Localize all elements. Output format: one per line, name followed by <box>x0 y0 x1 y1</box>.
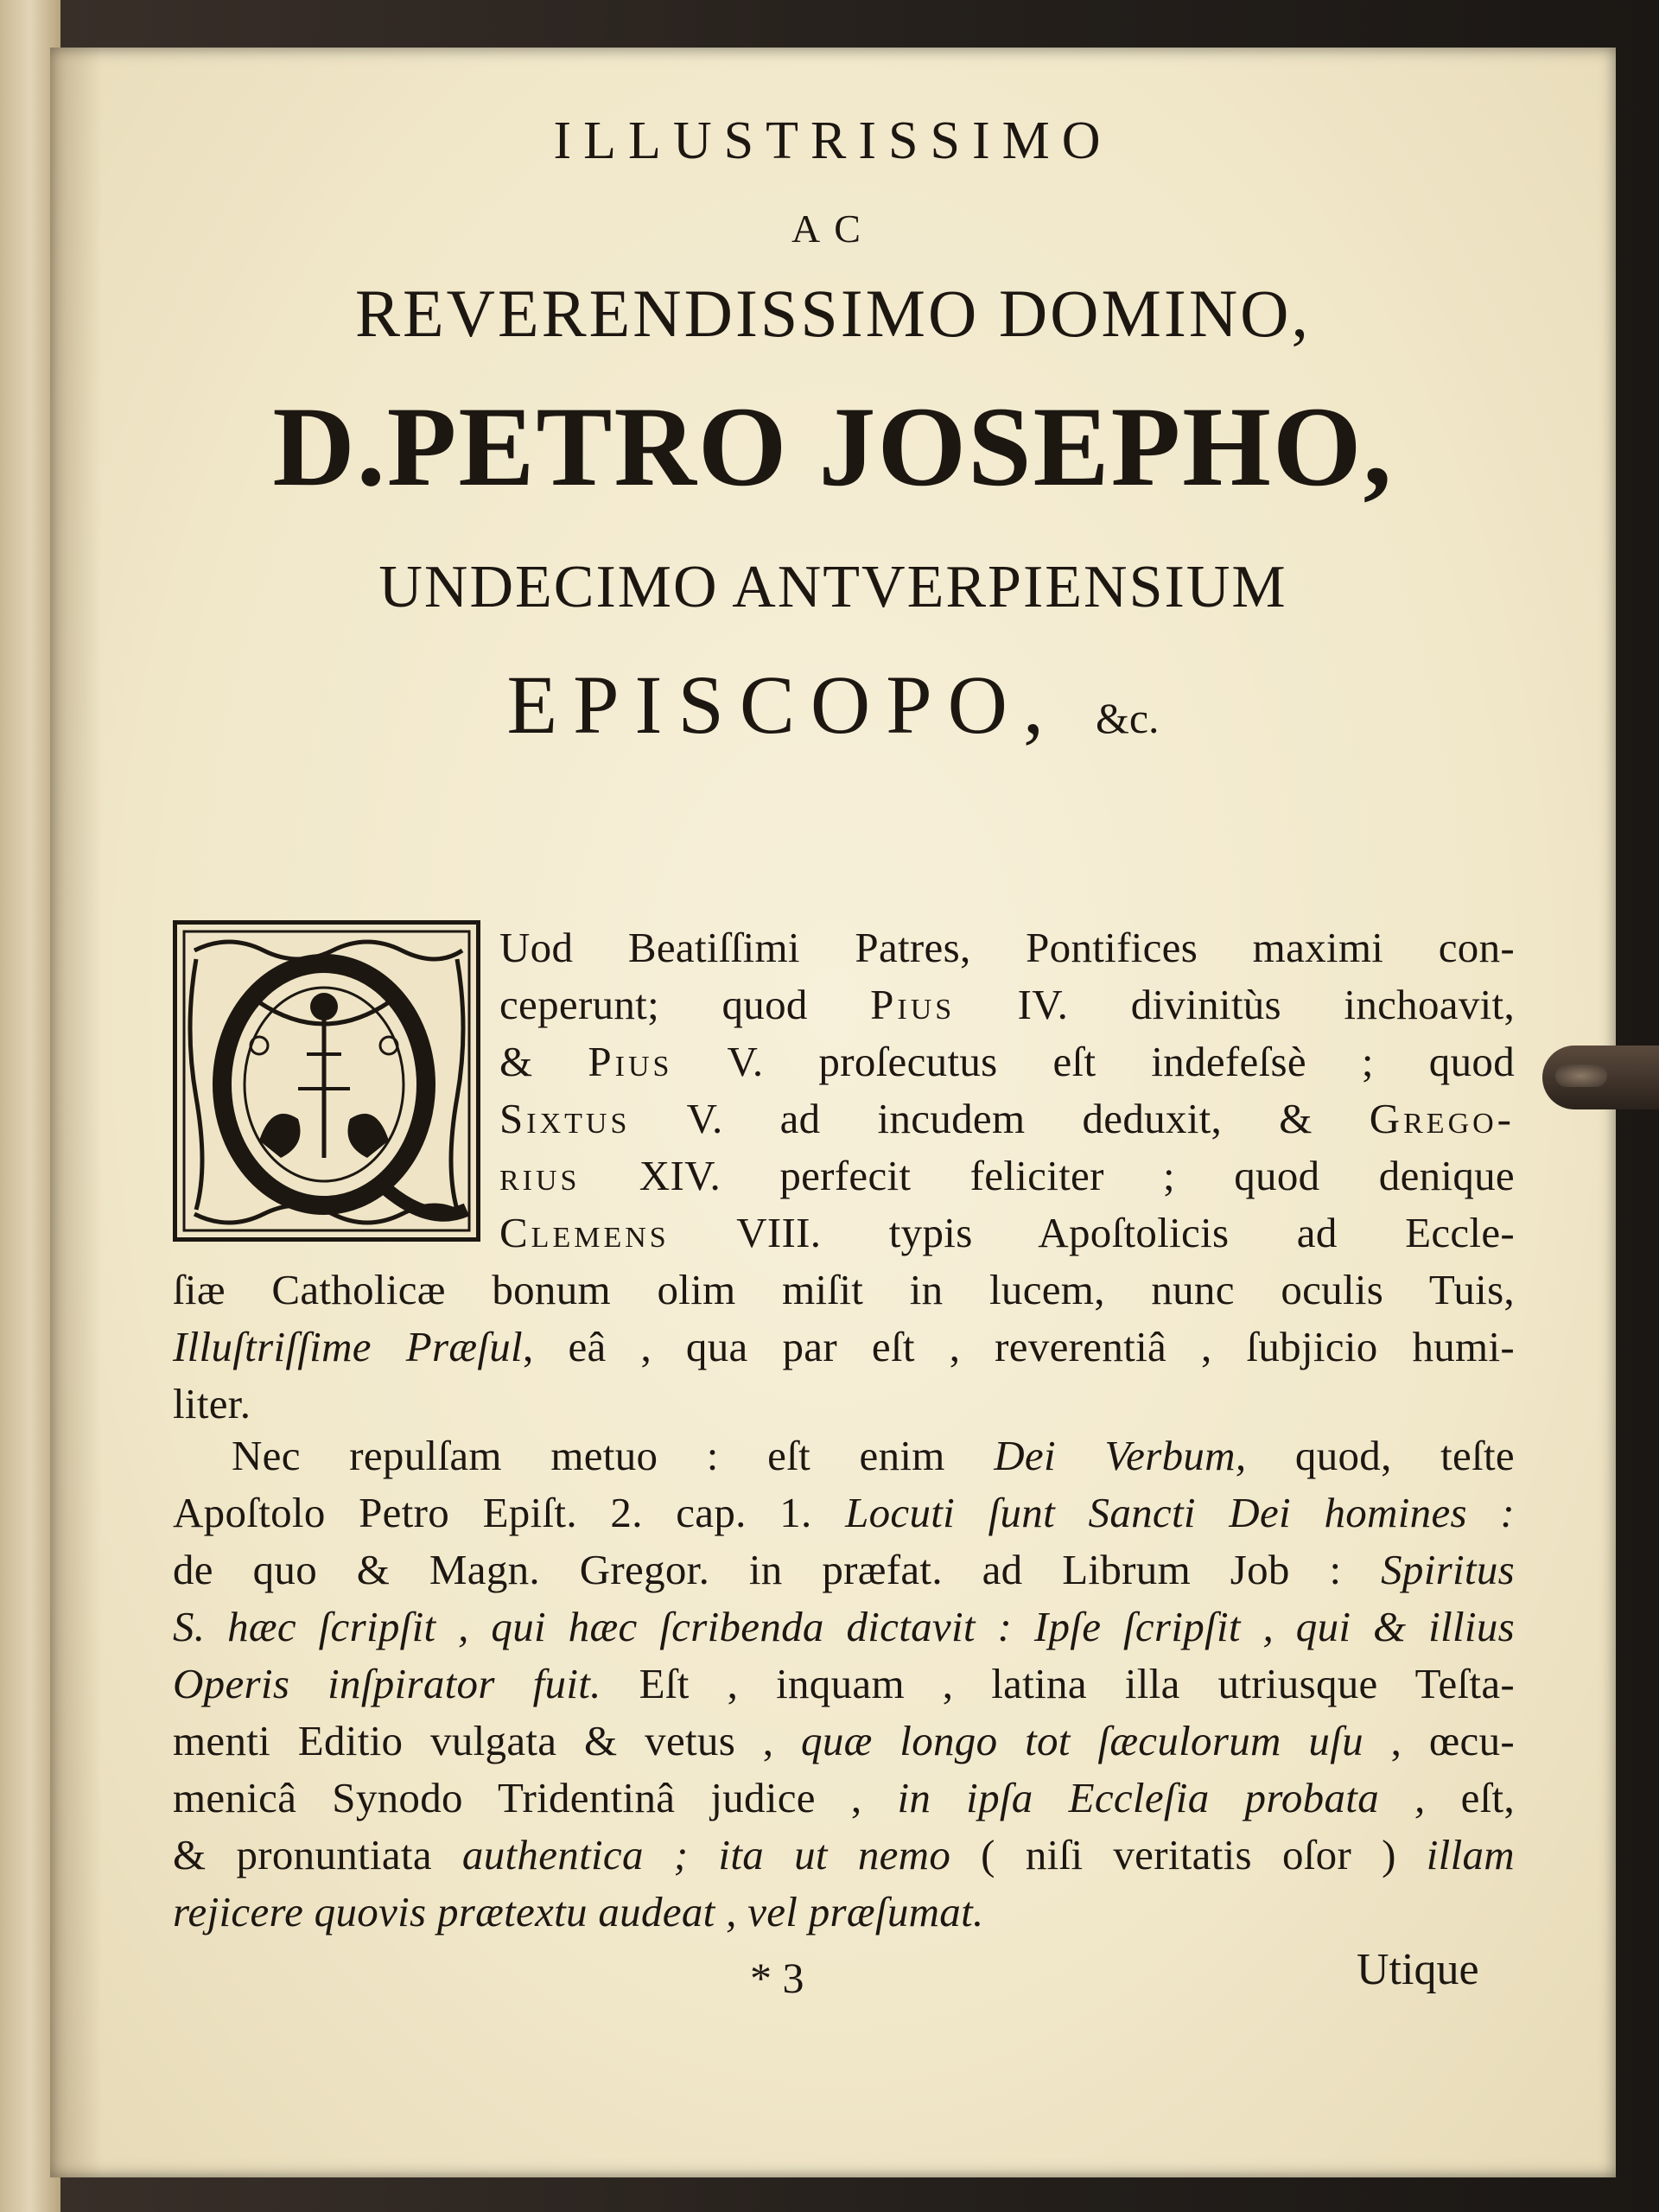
paragraph-1-line-1 <box>499 923 1515 972</box>
italic-run: Illuſtriſſime Præſul <box>173 1323 523 1370</box>
paragraph-2-line-9 <box>173 1887 1382 1936</box>
paragraph-2-line-1 <box>232 1431 1515 1480</box>
text-run: XIV. perfecit feliciter ; quod denique <box>580 1152 1515 1199</box>
text-run: quod, teſte <box>1246 1432 1515 1479</box>
paragraph-2-line-3 <box>173 1545 1515 1594</box>
text-run: Eſt , inquam , latina illa utriusque Teſta- <box>601 1660 1515 1707</box>
paragraph-1-line-4 <box>499 1094 1515 1143</box>
italic-run: Operis inſpirator fuit. <box>173 1660 601 1707</box>
paragraph-2-line-4 <box>173 1602 1515 1651</box>
text-run: ceperunt; quod <box>499 981 871 1028</box>
small-caps-run: rius <box>499 1152 581 1199</box>
paragraph-1-line-6 <box>499 1208 1515 1257</box>
heading-line-5: UNDECIMO ANTVERPIENSIUM <box>378 554 1287 620</box>
paragraph-1-line-9 <box>173 1379 518 1428</box>
text-run: menicâ Synodo Tridentinâ judice , <box>173 1774 898 1821</box>
text-run: V. proſecutus eſt indefeſsè ; quod <box>672 1038 1515 1085</box>
heading-name: D.PETRO JOSEPHO, <box>272 383 1394 510</box>
heading-episcopo: EPISCOPO, <box>506 658 1059 751</box>
paragraph-2-line-6 <box>173 1716 1515 1765</box>
small-caps-run: Sixtus <box>499 1095 631 1142</box>
small-caps-run: Pius <box>870 981 956 1028</box>
paragraph-1-line-7 <box>173 1265 1515 1314</box>
decorated-initial-q-icon <box>173 920 480 1242</box>
heading-line-6 <box>50 657 1616 753</box>
text-run: V. ad incudem deduxit, & <box>630 1095 1370 1142</box>
italic-run: Dei Verbum, <box>994 1432 1247 1479</box>
catchword: Utique <box>1357 1945 1479 1994</box>
paragraph-2-line-8 <box>173 1830 1515 1879</box>
italic-run: illam <box>1426 1831 1515 1878</box>
text-run: ſiæ Catholicæ bonum olim miſit in lucem, nunc oculis Tuis, <box>173 1266 1515 1313</box>
text-run: & <box>499 1038 588 1085</box>
italic-run: authentica ; ita ut nemo <box>461 1831 951 1878</box>
paragraph-2-line-5 <box>173 1659 1515 1708</box>
text-run: liter. <box>173 1380 251 1427</box>
gutter-shadow <box>50 48 102 2177</box>
small-caps-run: Clemens <box>499 1209 670 1256</box>
small-caps-run: Grego- <box>1369 1095 1515 1142</box>
italic-run: quæ longo tot ſæculorum uſu <box>801 1717 1363 1764</box>
text-run: Uod Beatiſſimi Patres, Pontifices maximi con- <box>499 924 1515 971</box>
heading-line-1: ILLUSTRISSIMO <box>553 111 1113 170</box>
text-run: de quo & Magn. Gregor. in præfat. ad Librum Job : <box>173 1546 1382 1593</box>
small-caps-run: Pius <box>588 1038 673 1085</box>
heading-line-3: REVERENDISSIMO DOMINO, <box>354 276 1311 351</box>
heading-etc: &c. <box>1095 694 1160 742</box>
paragraph-2-line-2 <box>173 1488 1515 1537</box>
paragraph-2-line-7 <box>173 1773 1515 1822</box>
text-run: menti Editio vulgata & vetus , <box>173 1717 802 1764</box>
text-run: , œcu- <box>1363 1717 1515 1764</box>
paragraph-1-line-5 <box>499 1151 1515 1200</box>
italic-run: rejicere quovis prætextu audeat , vel præſumat. <box>173 1888 984 1936</box>
italic-run: Locuti ſunt Sancti Dei homines : <box>845 1489 1515 1536</box>
text-run: eſt, <box>1425 1774 1515 1821</box>
italic-run: S. hæc ſcripſit , qui hæc ſcribenda dictavit : Ipſe ſcripſit , qui & illius <box>173 1603 1515 1650</box>
text-run: ( niſi veritatis oſor ) <box>950 1831 1427 1878</box>
text-run: IV. divinitùs inchoavit, <box>955 981 1515 1028</box>
paragraph-1-line-3 <box>499 1037 1515 1086</box>
heading-line-2: AC <box>791 207 874 251</box>
text-run: & pronuntiata <box>173 1831 462 1878</box>
page-clip-hole <box>1555 1065 1607 1087</box>
text-run: Nec repulſam metuo : eſt enim <box>232 1432 995 1479</box>
italic-run: in ipſa Eccleſia probata , <box>897 1774 1426 1821</box>
text-run: VIII. typis Apoſtolicis ad Eccle- <box>669 1209 1515 1256</box>
text-run: , eâ , qua par eſt , reverentiâ , ſubjicio humi- <box>522 1323 1515 1370</box>
italic-run: Spiritus <box>1381 1546 1515 1593</box>
paragraph-1-line-2 <box>499 980 1515 1029</box>
signature-mark: * 3 <box>750 1954 804 2002</box>
paragraph-1-line-8 <box>173 1322 1515 1371</box>
text-run: Apoſtolo Petro Epiſt. 2. cap. 1. <box>173 1489 846 1536</box>
